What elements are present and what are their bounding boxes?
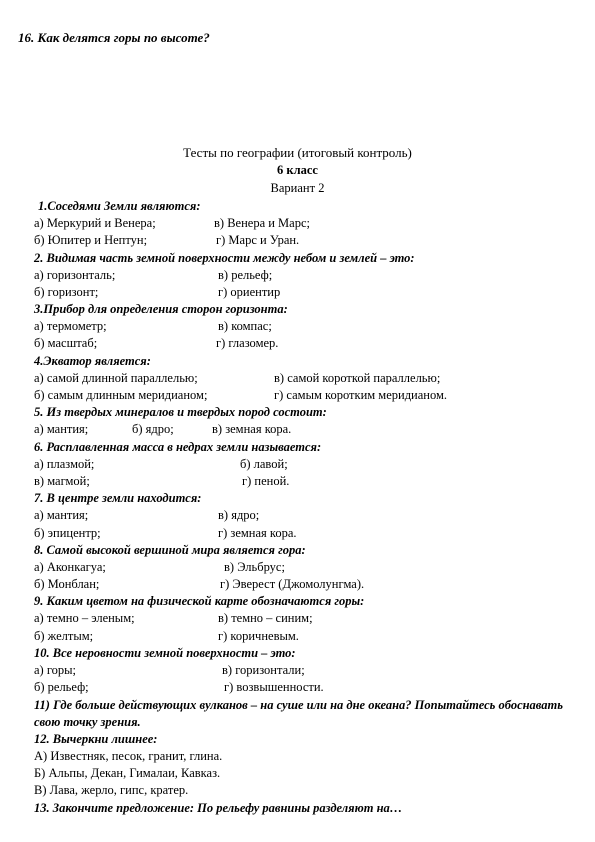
answer-option: а) горизонталь; — [34, 267, 116, 282]
answer-option: в) Венера и Марс; — [214, 216, 310, 230]
answer-option: в) магмой; — [34, 473, 90, 488]
answer-option: б) масштаб; — [34, 336, 98, 351]
question-9-text: 9. Каким цветом на физической карте обозначаются горы: — [34, 594, 365, 609]
answer-option: в) горизонтали; — [222, 663, 305, 678]
answer-row — [34, 679, 579, 696]
answer-option: б) самым длинным меридианом; — [34, 388, 208, 403]
question-3-text: 3.Прибор для определения сторон горизонта: — [34, 302, 288, 317]
question-7-text: 7. В центре земли находится: — [34, 491, 202, 506]
question-4-text: 4.Экватор является: — [34, 353, 151, 368]
answer-option: г) пеной. — [242, 473, 290, 488]
question-13-text: 13. Закончите предложение: По рельефу равнины разделяют на… — [34, 800, 403, 815]
answer-row — [34, 456, 579, 473]
question-12-text: 12. Вычеркни лишнее: — [34, 731, 158, 746]
answer-option: б) ядро; — [132, 422, 174, 437]
answer-row — [34, 335, 579, 352]
answer-row — [34, 610, 579, 627]
answer-option: а) Меркурий и Венера; — [34, 216, 156, 230]
answer-row — [34, 267, 579, 284]
answer-option: в) Эльбрус; — [224, 559, 285, 574]
answer-option: г) ориентир — [218, 284, 281, 299]
answer-row — [34, 421, 579, 438]
test-questions — [34, 198, 579, 817]
answer-row — [34, 576, 579, 593]
answer-row — [34, 215, 579, 232]
answer-option: г) самым коротким меридианом. — [274, 388, 448, 403]
answer-option: г) Эверест (Джомолунгма). — [220, 577, 365, 592]
answer-option: а) горы; — [34, 663, 77, 678]
answer-option: г) земная кора. — [218, 525, 297, 540]
answer-row — [34, 525, 579, 542]
grade-label: 6 класс — [277, 163, 318, 177]
previous-question: 16. Как делятся горы по высоте? — [18, 30, 210, 45]
answer-option: в) ядро; — [218, 508, 260, 523]
question-2-text: 2. Видимая часть земной поверхности между небом и землей – это: — [34, 250, 415, 265]
answer-option: б) Юпитер и Нептун; — [34, 233, 148, 248]
answer-row — [34, 662, 579, 679]
answer-row — [34, 370, 579, 387]
answer-row — [34, 507, 579, 524]
answer-row — [34, 628, 579, 645]
answer-row — [34, 318, 579, 335]
variant-label: Вариант 2 — [270, 181, 325, 195]
answer-line: В) Лава, жерло, гипс, кратер. — [34, 783, 189, 798]
answer-option: г) глазомер. — [216, 336, 279, 351]
answer-option: б) желтым; — [34, 628, 94, 643]
question-11-text: 11) Где больше действующих вулканов – на суше или на дне океана? Попытайтесь обоснавать свою точку зрения. — [34, 697, 563, 729]
answer-option: б) эпицентр; — [34, 525, 101, 540]
answer-row — [34, 232, 579, 249]
answer-option: а) плазмой; — [34, 456, 95, 471]
question-5-text: 5. Из твердых минералов и твердых пород состоит: — [34, 405, 327, 420]
test-title: Тесты по географии (итоговый контроль) — [183, 145, 412, 160]
answer-row — [34, 387, 579, 404]
answer-option: а) самой длинной параллелью; — [34, 370, 198, 385]
question-1-text: 1.Соседями Земли являются: — [38, 199, 201, 213]
answer-option: в) компас; — [218, 319, 272, 334]
answer-option: в) земная кора. — [212, 422, 292, 437]
answer-option: а) темно – эленым; — [34, 611, 135, 626]
answer-option: а) Аконкагуа; — [34, 559, 106, 574]
answer-option: а) мантия; — [34, 508, 89, 523]
answer-row — [34, 473, 579, 490]
answer-option: б) лавой; — [240, 456, 288, 471]
answer-option: в) рельеф; — [218, 267, 273, 282]
answer-row — [34, 559, 579, 576]
answer-option: г) возвышенности. — [224, 680, 324, 695]
answer-option: а) мантия; — [34, 422, 89, 437]
answer-option: б) горизонт; — [34, 284, 99, 299]
question-8-text: 8. Самой высокой вершиной мира является гора: — [34, 542, 306, 557]
answer-option: в) темно – синим; — [218, 611, 313, 626]
answer-option: б) рельеф; — [34, 680, 89, 695]
answer-option: а) термометр; — [34, 319, 107, 334]
question-10-text: 10. Все неровности земной поверхности – это: — [34, 646, 296, 661]
answer-row — [34, 284, 579, 301]
answer-option: в) самой короткой параллелью; — [274, 370, 441, 385]
answer-line: А) Известняк, песок, гранит, глина. — [34, 748, 223, 763]
answer-option: б) Монблан; — [34, 577, 100, 592]
answer-line: Б) Альпы, Декан, Гималаи, Кавказ. — [34, 765, 221, 780]
answer-option: г) Марс и Уран. — [216, 233, 300, 248]
answer-option: г) коричневым. — [218, 628, 299, 643]
question-6-text: 6. Расплавленная масса в недрах земли называется: — [34, 439, 322, 454]
